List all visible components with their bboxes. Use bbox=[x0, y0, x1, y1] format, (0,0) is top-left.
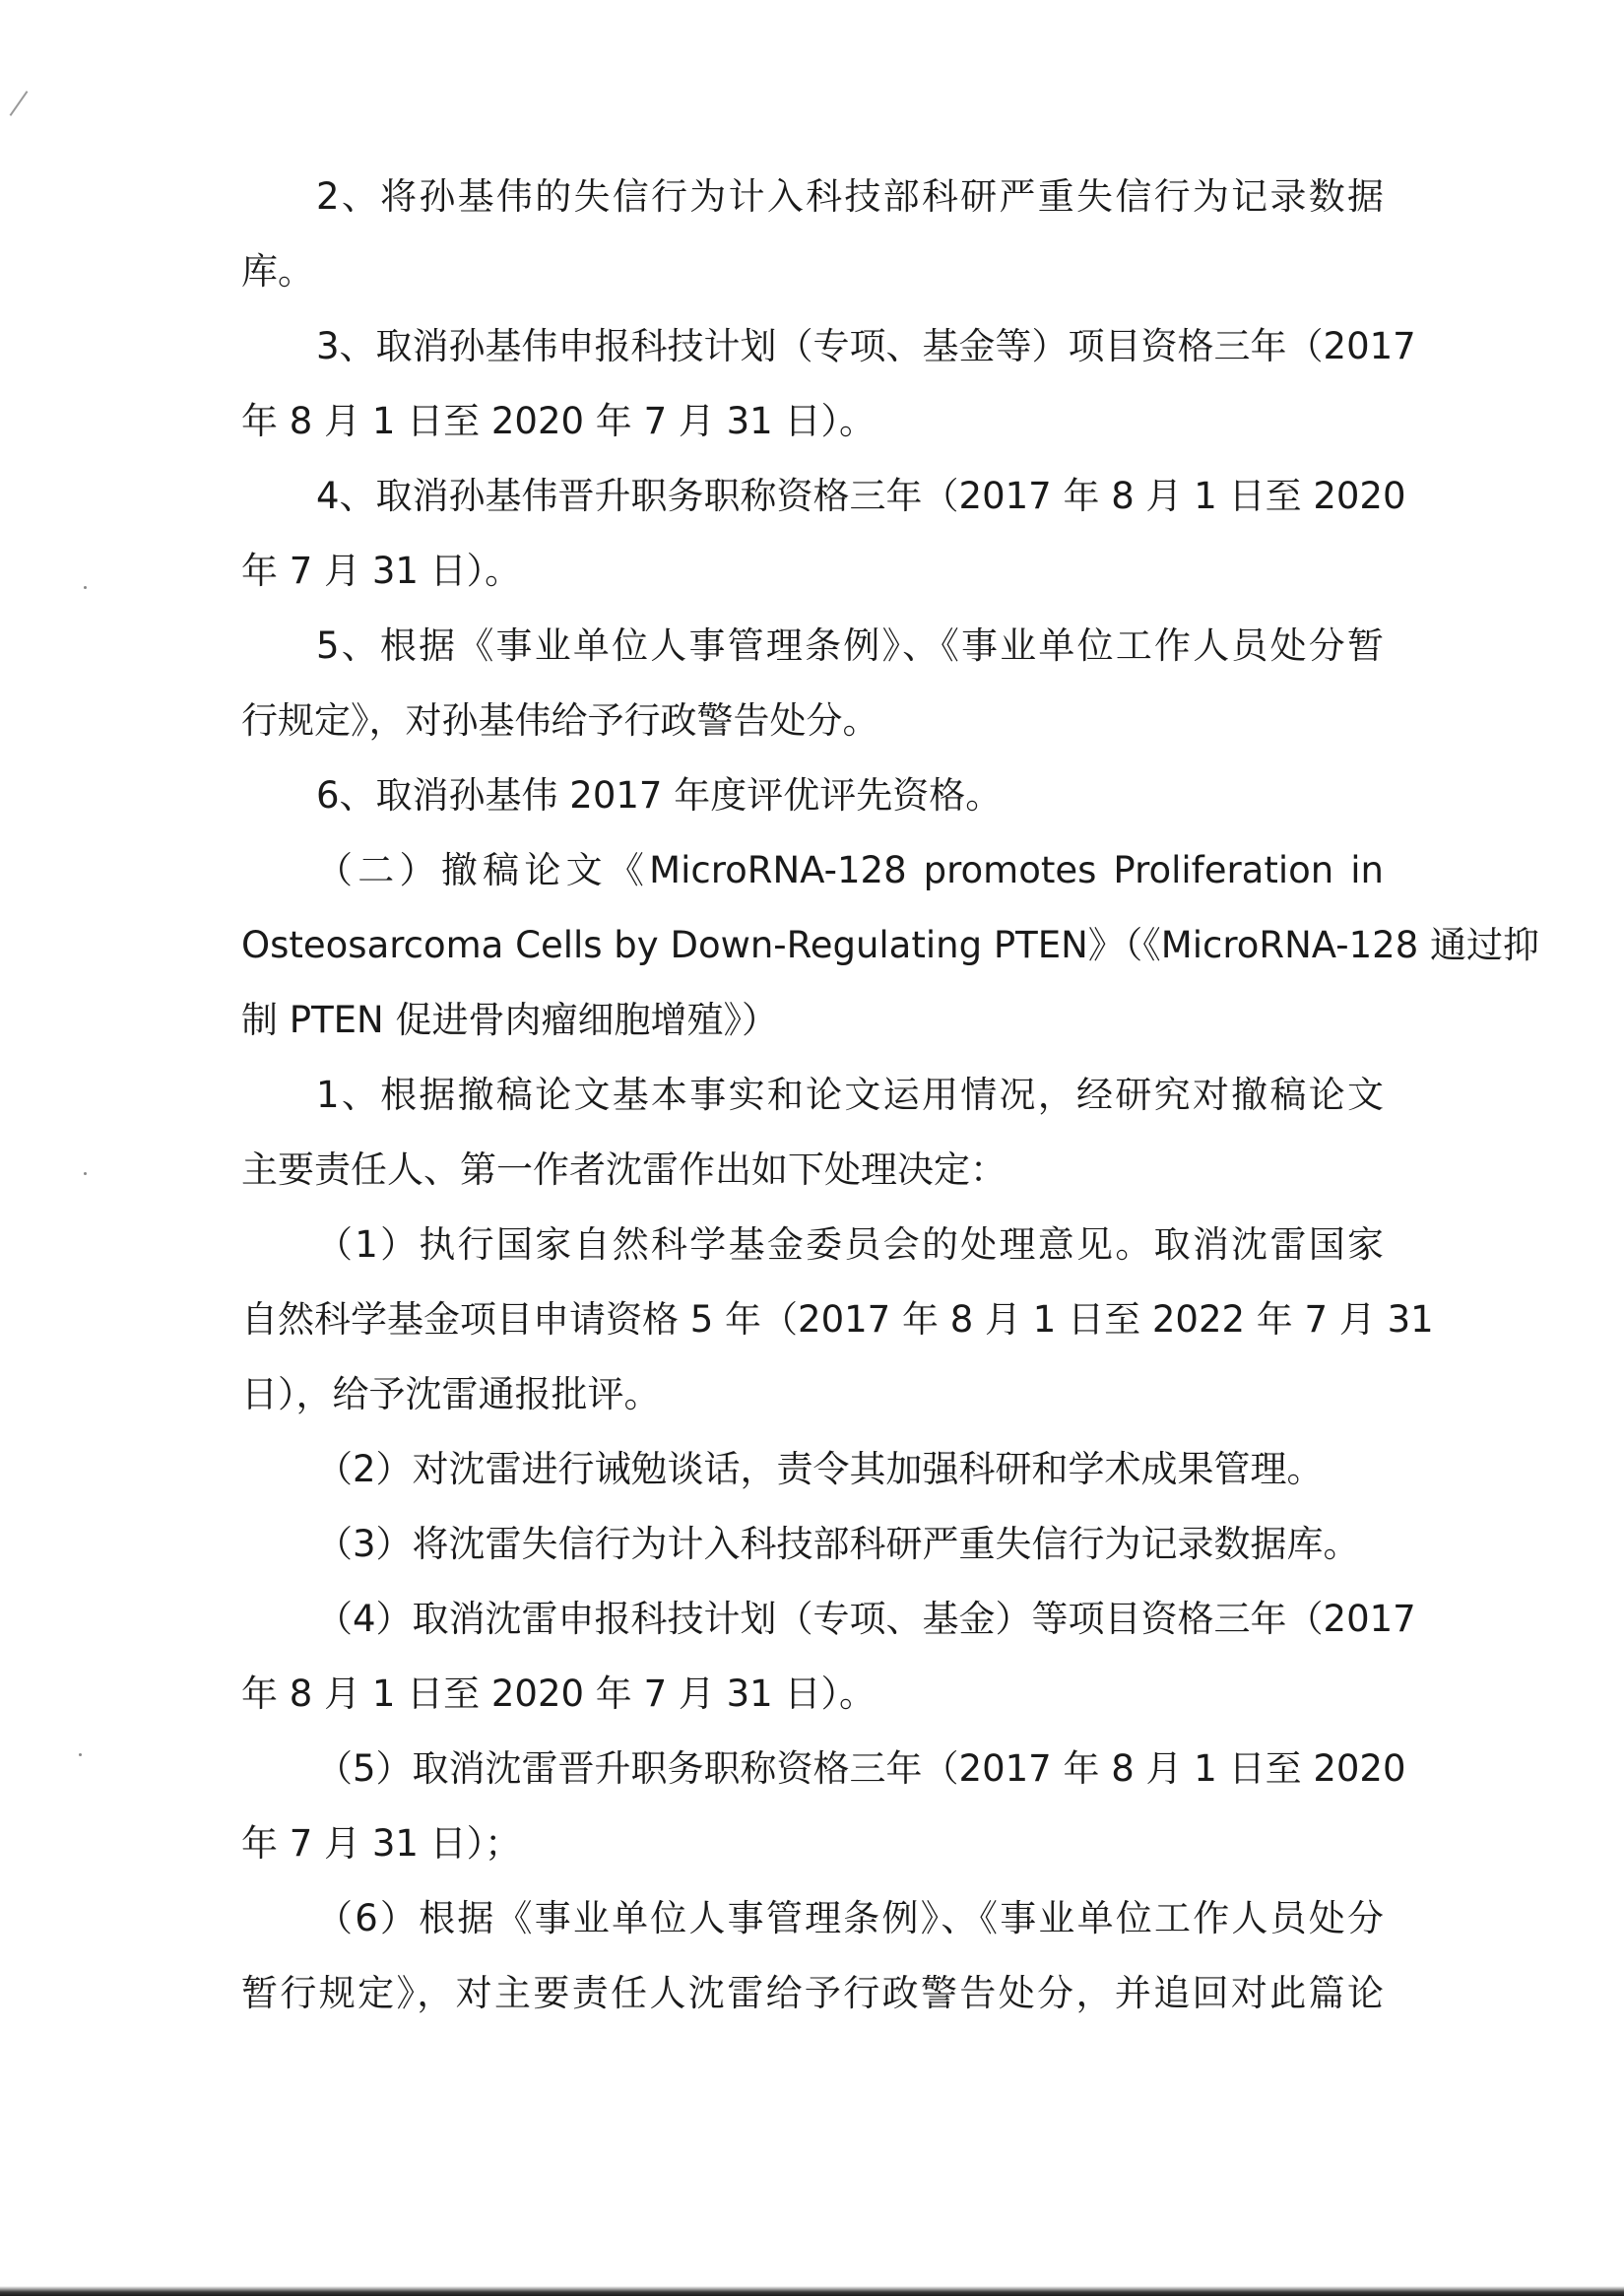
body-line: 年 8 月 1 日至 2020 年 7 月 31 日）。 bbox=[241, 1673, 876, 1715]
scan-speck bbox=[84, 1172, 87, 1175]
body-line: 3、取消孙基伟申报科技计划（专项、基金等）项目资格三年（2017 bbox=[316, 325, 1416, 367]
section-heading-line: Osteosarcoma Cells by Down-Regulating PTEN》（《MicroRNA-128 通过抑 bbox=[241, 924, 1539, 966]
body-line: 年 7 月 31 日）； bbox=[241, 1822, 522, 1865]
body-line: 5、根据《事业单位人事管理条例》、《事业单位工作人员处分暂 bbox=[316, 624, 1384, 667]
body-line: （3）将沈雷失信行为计入科技部科研严重失信行为记录数据库。 bbox=[316, 1523, 1360, 1565]
body-line: 库。 bbox=[241, 250, 314, 293]
body-line: 年 7 月 31 日）。 bbox=[241, 550, 522, 592]
section-heading-line: （二）撤稿论文《MicroRNA-128 promotes Proliferation in bbox=[316, 849, 1384, 891]
body-line: 4、取消孙基伟晋升职务职称资格三年（2017 年 8 月 1 日至 2020 bbox=[316, 475, 1406, 517]
body-line: 1、根据撤稿论文基本事实和论文运用情况，经研究对撤稿论文 bbox=[316, 1074, 1384, 1116]
body-line: 日），给予沈雷通报批评。 bbox=[241, 1373, 661, 1415]
body-line: 暂行规定》，对主要责任人沈雷给予行政警告处分，并追回对此篇论 bbox=[241, 1972, 1384, 2014]
body-line: 行规定》，对孙基伟给予行政警告处分。 bbox=[241, 699, 879, 742]
scan-speck bbox=[79, 1753, 82, 1756]
body-line: （1）执行国家自然科学基金委员会的处理意见。取消沈雷国家 bbox=[316, 1223, 1384, 1266]
scan-scratch-mark bbox=[10, 91, 29, 116]
body-line: （6）根据《事业单位人事管理条例》、《事业单位工作人员处分 bbox=[316, 1897, 1384, 1939]
body-line: 年 8 月 1 日至 2020 年 7 月 31 日）。 bbox=[241, 400, 876, 442]
body-line: （5）取消沈雷晋升职务职称资格三年（2017 年 8 月 1 日至 2020 bbox=[316, 1747, 1406, 1790]
body-line: 6、取消孙基伟 2017 年度评优评先资格。 bbox=[316, 774, 1003, 817]
body-line: 自然科学基金项目申请资格 5 年（2017 年 8 月 1 日至 2022 年 7 月 31 bbox=[241, 1298, 1434, 1341]
scan-bottom-edge bbox=[0, 2286, 1624, 2296]
scan-speck bbox=[84, 586, 87, 589]
body-line: （4）取消沈雷申报科技计划（专项、基金）等项目资格三年（2017 bbox=[316, 1598, 1416, 1640]
body-line: 主要责任人、第一作者沈雷作出如下处理决定： bbox=[241, 1148, 1007, 1191]
body-line: （2）对沈雷进行诫勉谈话，责令其加强科研和学术成果管理。 bbox=[316, 1448, 1324, 1490]
section-heading-line: 制 PTEN 促进骨肉瘤细胞增殖》） bbox=[241, 999, 778, 1041]
body-line: 2、将孙基伟的失信行为计入科技部科研严重失信行为记录数据 bbox=[316, 175, 1384, 218]
